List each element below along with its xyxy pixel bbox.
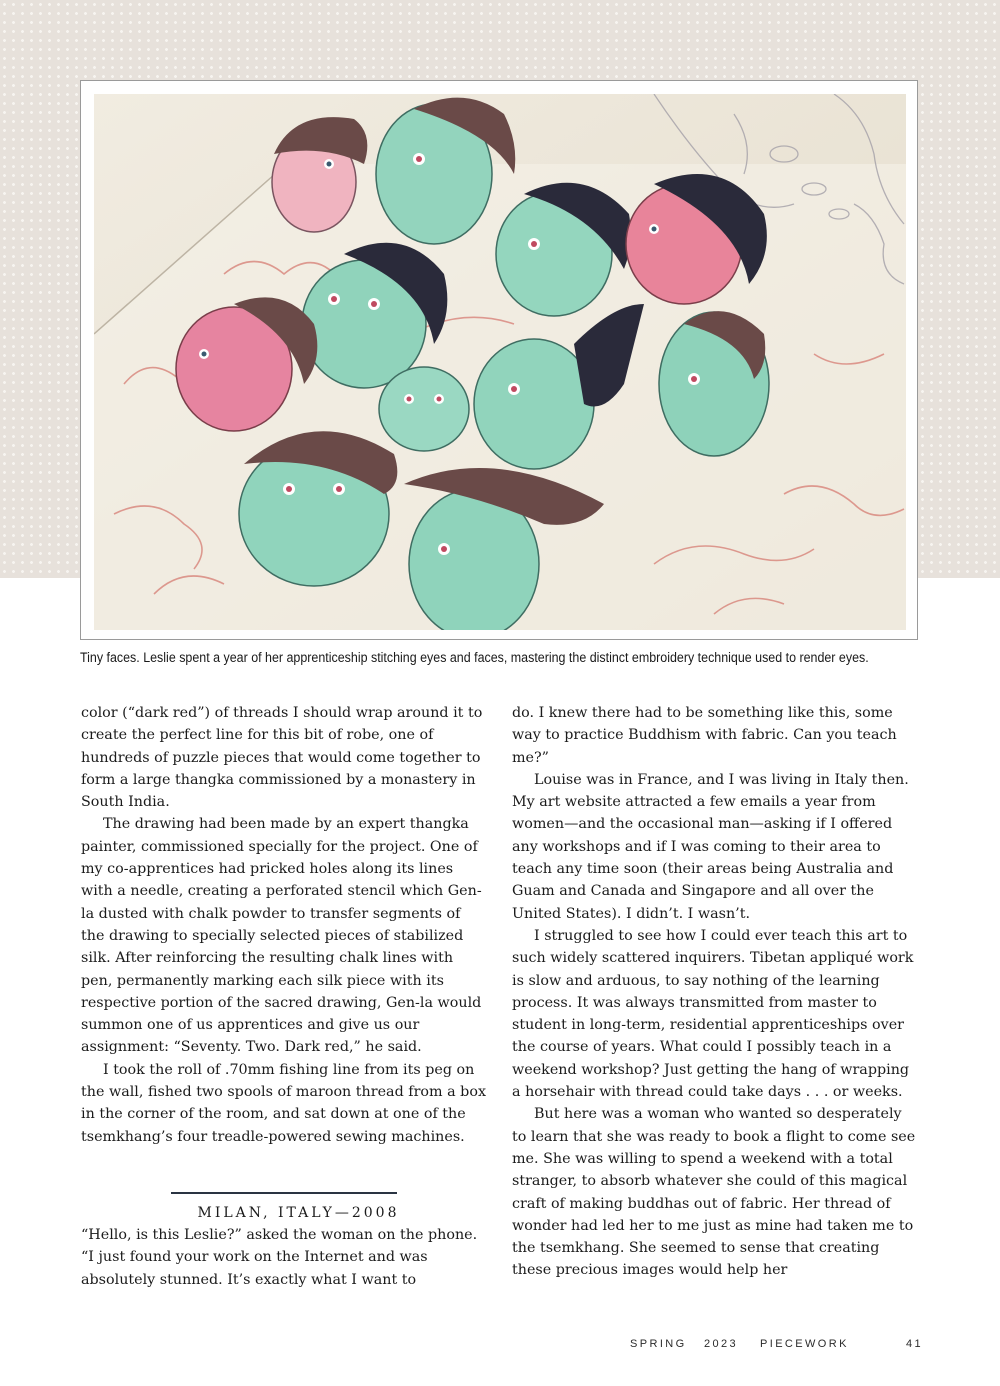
footer-season: SPRING (630, 1338, 687, 1350)
article-paragraph: I struggled to see how I could ever teach this art to such widely scattered inquirers. Tibetan appliqué work is slow and arduous, to say nothing of the learning process. It was always transmitted from master to student in long-term, residential apprenticeships over the course of years. What could I possibly teach in a weekend workshop? Just getting the hang of wrapping a horsehair with thread could take days . . . or weeks. (512, 927, 914, 1101)
footer-magazine: PIECEWORK (760, 1338, 849, 1350)
page-number: 41 (906, 1338, 924, 1350)
article-column-right (512, 702, 917, 1282)
article-paragraph: Louise was in France, and I was living in Italy then. My art website attracted a few emails a year from women—and the occasional man—asking if I offered any workshops and if I was coming to their area to teach any time soon (their areas being Australia and Guam and Canada and Singapore and all over the United States). I didn’t. I wasn’t. (512, 771, 909, 922)
article-paragraph: do. I knew there had to be something like this, some way to practice Buddhism with fabric. Can you teach me?” (512, 705, 897, 766)
embroidered-faces-photo (94, 94, 906, 630)
faces-illustration (94, 94, 906, 630)
section-divider (171, 1192, 397, 1194)
section-heading: MILAN, ITALY—2008 (197, 1204, 400, 1221)
article-paragraph: The drawing had been made by an expert thangka painter, commissioned specially for the project. One of my co-apprentices had pricked holes along its lines with a needle, creating a perforated stencil which Gen-la dusted with chalk powder to transfer segments of the drawing to specially selected pieces of stabilized silk. After reinforcing the resulting chalk lines with pen, permanently marking each silk piece with its respective portion of the sacred drawing, Gen-la would summon one of us apprentices and give us our assignment: “Seventy. Two. Dark red,” he said. (81, 816, 482, 1056)
photo-caption: Tiny faces. Leslie spent a year of her apprenticeship stitching eyes and faces, mastering the distinct embroidery technique used to render eyes. (80, 650, 869, 665)
article-paragraph: color (“dark red”) of threads I should wrap around it to create the perfect line for this bit of robe, one of hundreds of puzzle pieces that would come together to form a large thangka commissioned by a monastery in South India. (81, 705, 483, 811)
article-paragraph: But here was a woman who wanted so desperately to learn that she was ready to book a flight to come see me. She was willing to spend a weekend with a total stranger, to absorb whatever she could of this magical craft of making buddhas out of fabric. Her thread of wonder had led her to me just as mine had taken me to the tsemkhang. She seemed to sense that creating these precious images would help her (512, 1106, 916, 1279)
footer-year: 2023 (704, 1338, 739, 1350)
photo-frame (80, 80, 918, 640)
article-paragraph: I took the roll of .70mm fishing line from its peg on the wall, fished two spools of maroon thread from a box in the corner of the room, and sat down at one of the tsemkhang’s four treadle-powered sewing machines. (81, 1061, 487, 1145)
article-column-left (81, 702, 486, 1291)
article-paragraph: “Hello, is this Leslie?” asked the woman on the phone. “I just found your work on the Internet and was absolutely stunned. It’s exactly what I want to (81, 1226, 478, 1288)
page-footer (630, 1338, 924, 1354)
